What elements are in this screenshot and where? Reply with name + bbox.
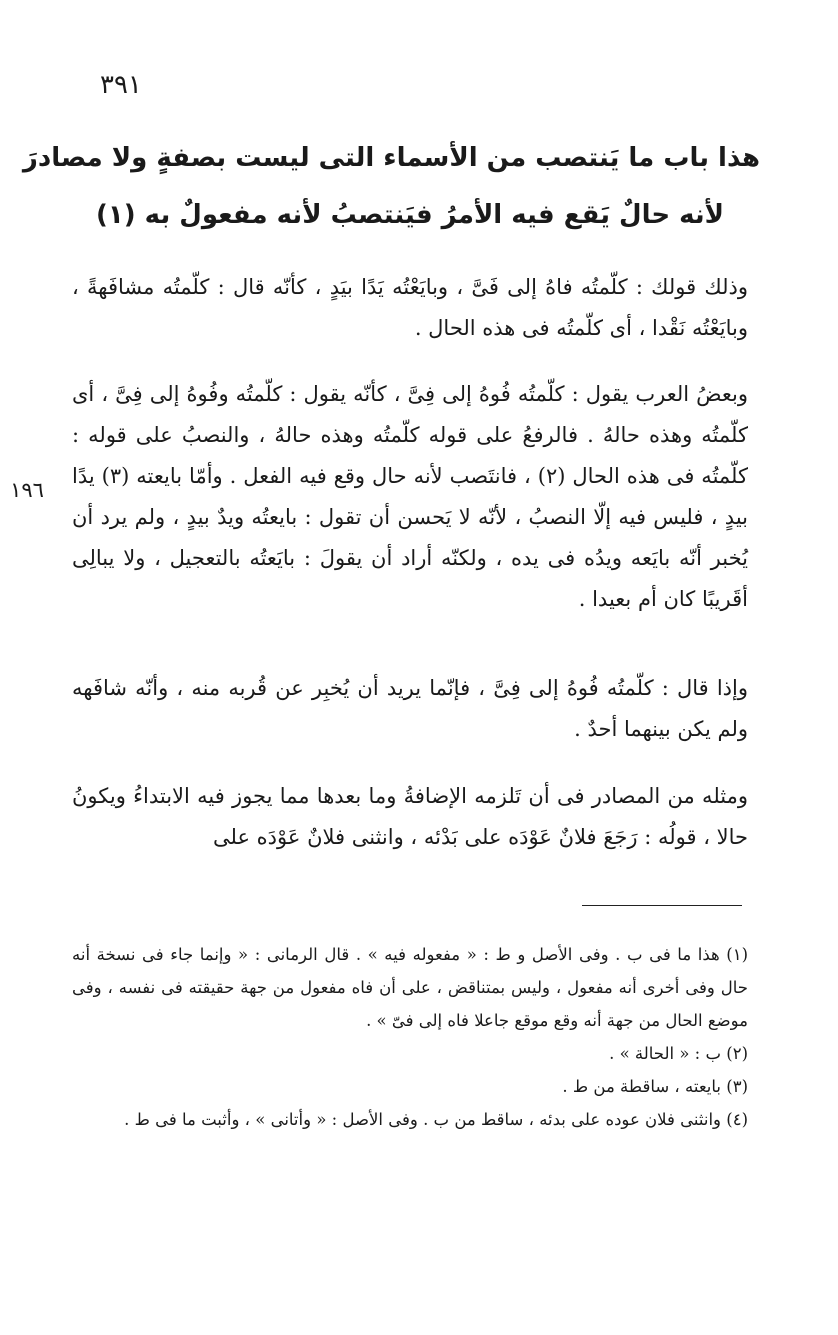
chapter-title-line-1: هذا باب ما يَنتصب من الأسماء التى ليست بصفةٍ ولا مصادرَ	[22, 143, 760, 173]
footnote-1: (١) هذا ما فى ب . وفى الأصل و ط : « مفعوله فيه » . قال الرمانى : « وإنما جاء فى نسخة أنه حال وفى أخرى أنه مفعول ، وليس بمتناقض ، على أن فاه مفعول من جهة حقيقته فى نفسه ، وفى موضع الحال من جهة أنه وقع موقع جاعلا فاه إلى فىّ » .	[72, 945, 748, 1030]
body-paragraph-3: وإذا قال : كلّمتُه فُوهُ إلى فِىَّ ، فإنّما يريد أن يُخبِر عن قُربه منه ، وأنّه شافَهه ولم يكن بينهما أحدٌ .	[72, 676, 748, 741]
chapter-title-line-2: لأنه حالٌ يَقع فيه الأمرُ فيَنتصبُ لأنه مفعولٌ به (١)	[95, 200, 725, 230]
footnote-4: (٤) وانثنى فلان عوده على بدئه ، ساقط من ب . وفى الأصل : « وأتانى » ، وأثبت ما فى ط .	[124, 1110, 748, 1129]
body-paragraph-4: ومثله من المصادر فى أن تَلزمه الإضافةُ وما بعدها مما يجوز فيه الابتداءُ ويكونُ حالا ، قولُه : رَجَعَ فلانٌ عَوْدَه على بَدْئه ، وانثنى فلانٌ عَوْدَه على	[72, 784, 748, 849]
page-number: ٣٩١	[100, 70, 142, 100]
footnote-separator	[582, 905, 742, 906]
body-paragraph-1: وذلك قولك : كلّمتُه فاهُ إلى فَىَّ ، وبايَعْتُه يَدًا بيَدٍ ، كأنّه قال : كلّمتُه مشافَهةً ، وبايَعْتُه نَقْدا ، أى كلّمتُه فى هذه الحال .	[72, 275, 748, 340]
body-paragraph-2: وبعضُ العرب يقول : كلّمتُه فُوهُ إلى فِىَّ ، كأنّه يقول : كلّمتُه وفُوهُ إلى فِىَّ ، أى كلّمتُه وهذه حالهُ . فالرفعُ على قوله كلّمتُه وهذه حالهُ ، والنصبُ على قوله : كلّمتُه فى هذه الحال (٢) ، فانتَصب لأنه حال وقع فيه الفعل . وأمّا بايعته (٣) يدًا بيدٍ ، فليس فيه إلّا النصبُ ، لأنّه لا يَحسن أن تقول : بايعتُه ويدٌ بيدٍ ، ولم يرد أن يُخبر أنّه بايَعه ويدُه فى يده ، ولكنّه أراد أن يقولَ : بايَعتُه بالتعجيل ، ولا يبالِى أقَريبًا كان أم بعيدا .	[72, 382, 748, 611]
footnote-3: (٣) بايعته ، ساقطة من ط .	[562, 1077, 748, 1096]
margin-page-reference: ١٩٦	[10, 478, 44, 502]
footnote-2: (٢) ب : « الحالة » .	[609, 1044, 748, 1063]
footnotes	[72, 938, 748, 1136]
